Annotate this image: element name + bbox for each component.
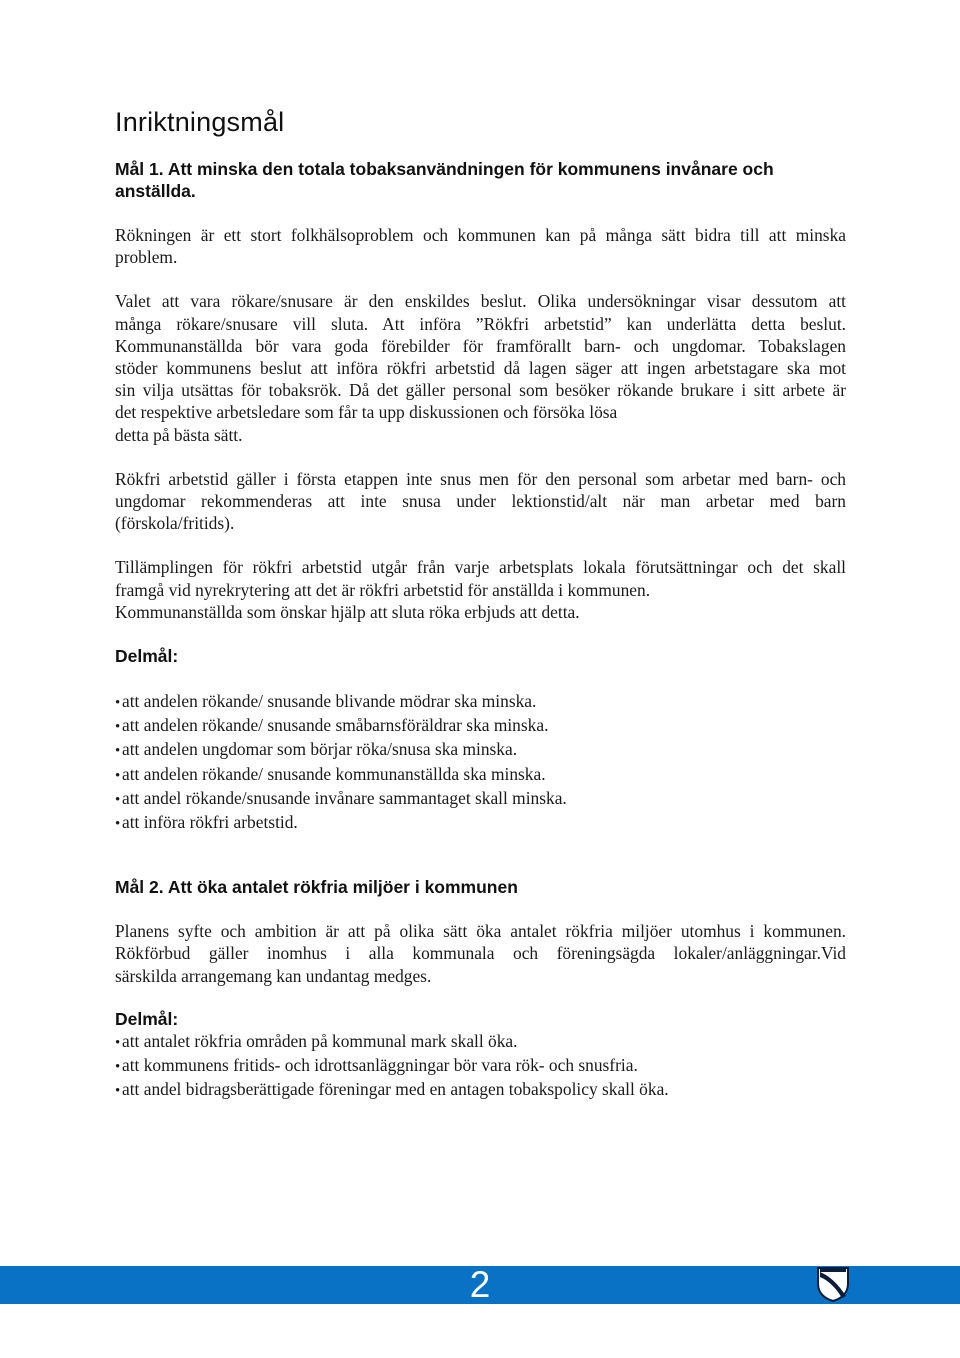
goal-1-paragraph-1 [115, 224, 846, 268]
bullet-icon: • [115, 791, 121, 808]
goal-1-paragraph-4 [115, 556, 846, 623]
list-item-text: att antalet rökfria områden på kommunal mark skall öka. [122, 1030, 518, 1051]
bullet-icon: • [115, 767, 121, 784]
goal-1-heading: Mål 1. Att minska den totala tobaksanvändningen för kommunens invånare och anställda. [115, 159, 774, 201]
list-item-text: att andelen ungdomar som börjar röka/snusa ska minska. [122, 739, 518, 760]
bullet-icon: • [115, 1083, 121, 1100]
list-item-text: att andelen rökande/ snusande kommunanställda ska minska. [122, 763, 546, 784]
goal-1-delmal-heading: Delmål: [115, 646, 179, 667]
list-item-text: att andel bidragsberättigade föreningar med en antagen tobakspolicy skall öka. [122, 1079, 669, 1100]
text-line: Valet att vara rökare/snusare är den enskildes beslut. Olika undersökningar visar dessutom att [115, 291, 846, 312]
list-item-text: att andelen rökande/ snusande småbarnsföräldrar ska minska. [122, 715, 549, 736]
bullet-icon: • [115, 743, 121, 760]
goal-2-delmal-heading: Delmål: [115, 1008, 179, 1029]
list-item-text: att kommunens fritids- och idrottsanläggningar bör vara rök- och snusfria. [122, 1055, 638, 1076]
list-item [115, 763, 846, 787]
bullet-icon: • [115, 1034, 121, 1051]
text-line: särskilda arrangemang kan undantag medges. [115, 965, 432, 986]
bullet-icon: • [115, 719, 121, 736]
list-item [115, 738, 846, 762]
bullet-icon: • [115, 816, 121, 833]
text-line: Tillämplingen för rökfri arbetstid utgår från varje arbetsplats lokala förutsättningar och det skall [115, 557, 846, 578]
list-item [115, 787, 846, 811]
list-item [115, 1054, 846, 1078]
list-item-text: att införa rökfri arbetstid. [122, 812, 298, 833]
text-line: Rökfri arbetstid gäller i första etappen inte snus men för den personal som arbetar med barn- och [115, 468, 846, 489]
text-line: stöder kommunens beslut att införa rökfri arbetstid då lagen säger att ingen arbetstagare ska mot [115, 358, 846, 379]
text-line: detta på bästa sätt. [115, 424, 243, 445]
text-line: det respektive arbetsledare som får ta upp diskussionen och försöka lösa [115, 402, 618, 423]
goal-1-delmal-list [115, 690, 846, 835]
text-line: problem. [115, 247, 178, 268]
page-number: 2 [469, 1264, 491, 1305]
list-item [115, 714, 846, 738]
list-item-text: att andel rökande/snusande invånare sammantaget skall minska. [122, 787, 567, 808]
text-line: ungdomar rekommenderas att inte snusa under lektionstid/alt när man arbetar med barn [115, 491, 846, 512]
text-line: Kommunanställda bör vara goda förebilder för framförallt barn- och ungdomar. Tobakslagen [115, 335, 846, 356]
text-line: Planens syfte och ambition är att på olika sätt öka antalet rökfria miljöer utomhus i kommunen. [115, 921, 846, 942]
goal-2-paragraph-1 [115, 920, 846, 987]
list-item [115, 811, 846, 835]
text-line: många rökare/snusare vill sluta. Att införa ”Rökfri arbetstid” kan underlätta detta beslut. [115, 313, 846, 334]
text-line: (förskola/fritids). [115, 513, 235, 534]
list-item [115, 1030, 846, 1054]
text-line: Rökförbud gäller inomhus i alla kommunala och föreningsägda lokaler/anläggningar.Vid [115, 943, 846, 964]
text-line: Kommunanställda som önskar hjälp att sluta röka erbjuds att detta. [115, 601, 580, 622]
goal-2-delmal-list [115, 1030, 846, 1103]
goal-1-paragraph-3 [115, 468, 846, 535]
bullet-icon: • [115, 1059, 121, 1076]
text-line: Rökningen är ett stort folkhälsoproblem och kommunen kan på många sätt bidra till att minska [115, 225, 846, 245]
text-line: sin vilja utsättas för tobaksrök. Då det gäller personal som besöker rökande brukare i sitt arbete är [115, 380, 846, 401]
goal-1-paragraph-2 [115, 290, 846, 445]
page-title: Inriktningsmål [115, 107, 285, 137]
bullet-icon: • [115, 695, 121, 712]
main-content [115, 158, 846, 1102]
text-line: framgå vid nyrekrytering att det är rökfri arbetstid för anställda i kommunen. [115, 579, 651, 600]
municipal-shield-logo-icon [816, 1266, 850, 1302]
goal-2-heading: Mål 2. Att öka antalet rökfria miljöer i kommunen [115, 877, 518, 898]
list-item [115, 1078, 846, 1102]
list-item-text: att andelen rökande/ snusande blivande mödrar ska minska. [122, 691, 537, 712]
list-item [115, 690, 846, 714]
